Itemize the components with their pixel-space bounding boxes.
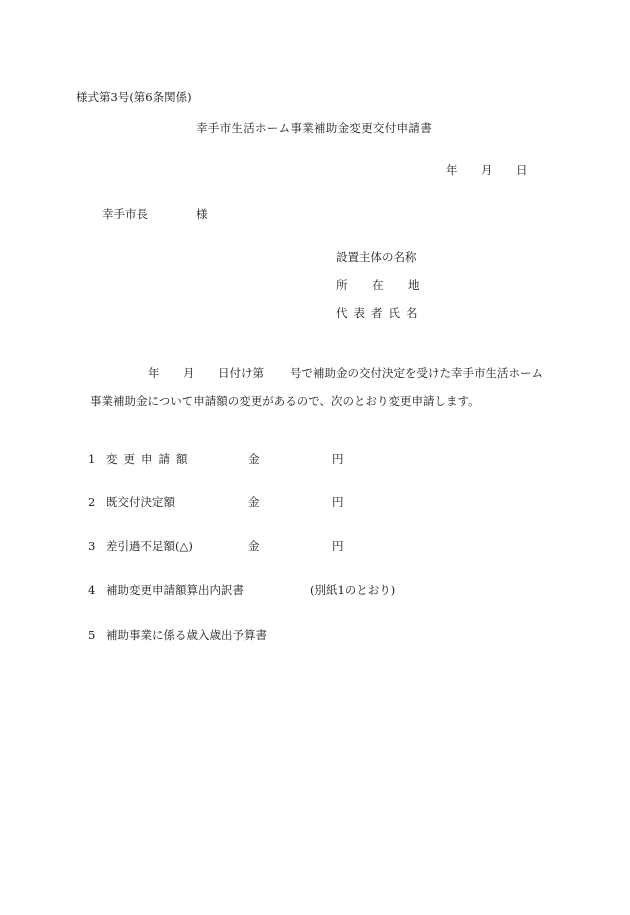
form-number: 様式第3号(第6条関係) [76, 90, 192, 104]
item-label: 変更申請額 [106, 452, 194, 466]
body-month: 月 [183, 366, 195, 380]
item-label: 差引過不足額(△) [106, 539, 193, 553]
item-kin: 金 [248, 539, 260, 553]
item-yen: 円 [332, 539, 344, 553]
date-year: 年 [446, 163, 458, 177]
item-kin: 金 [248, 495, 260, 509]
body-line2: 事業補助金について申請額の変更があるので、次のとおり変更申請します。 [90, 394, 480, 408]
item-number: 5 [88, 628, 96, 642]
item-yen: 円 [332, 452, 344, 466]
document-title: 幸手市生活ホーム事業補助金変更交付申請書 [196, 121, 432, 135]
date-day: 日 [516, 163, 528, 177]
addressee-name: 幸手市長 [102, 207, 148, 221]
item-kin: 金 [248, 452, 260, 466]
address-label-1: 所 [336, 278, 348, 292]
item-number: 3 [88, 539, 96, 553]
item-number: 2 [88, 495, 96, 509]
org-name-label: 設置主体の名称 [336, 250, 417, 264]
item-label: 既交付決定額 [106, 495, 175, 509]
item-yen: 円 [332, 495, 344, 509]
representative-label: 代表者氏名 [336, 306, 424, 320]
date-month: 月 [481, 163, 493, 177]
item-label: 補助変更申請額算出内訳書 [106, 583, 244, 597]
body-line1-rest: 号で補助金の交付決定を受けた幸手市生活ホーム [290, 366, 543, 380]
item-number: 1 [88, 452, 96, 466]
item-number: 4 [88, 583, 96, 597]
item-label: 補助事業に係る歳入歳出予算書 [106, 628, 267, 642]
body-dated-no: 日付け第 [218, 366, 264, 380]
address-label-2: 在 [372, 278, 384, 292]
body-year: 年 [148, 366, 160, 380]
address-label-3: 地 [408, 278, 420, 292]
addressee-honorific: 様 [196, 207, 208, 221]
item-note: (別紙1のとおり) [310, 583, 396, 597]
